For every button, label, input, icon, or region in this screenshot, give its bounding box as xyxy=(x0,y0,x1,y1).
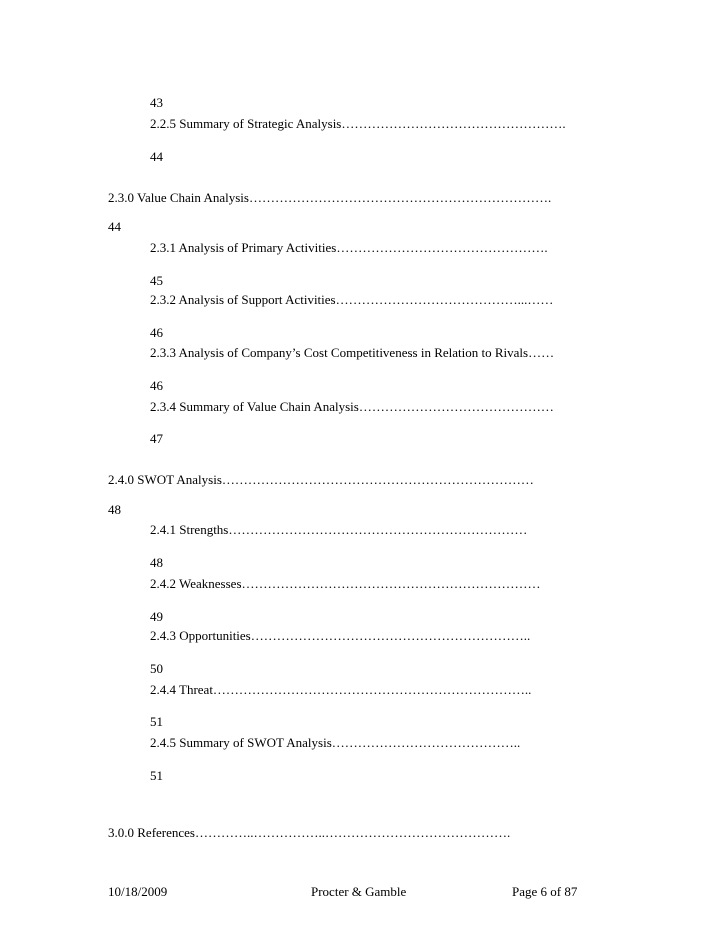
toc-line-12: 2.3.4 Summary of Value Chain Analysis……………………………………… xyxy=(150,399,554,414)
toc-line-8: 2.3.2 Analysis of Support Activities……………………………………...…… xyxy=(150,292,554,307)
toc-line-16: 2.4.1 Strengths…………………………………………………………… xyxy=(150,522,528,537)
toc-line-17: 48 xyxy=(150,555,163,570)
toc-line-13: 47 xyxy=(150,431,163,446)
footer-date: 10/18/2009 xyxy=(108,884,168,899)
toc-line-3: 44 xyxy=(150,149,163,164)
footer-title: Procter & Gamble xyxy=(311,884,407,899)
toc-line-25: 51 xyxy=(150,768,163,783)
toc-line-1: 43 xyxy=(150,95,163,110)
toc-line-11: 46 xyxy=(150,378,163,393)
toc-line-6: 2.3.1 Analysis of Primary Activities…………………………………………. xyxy=(150,240,548,255)
toc-line-24: 2.4.5 Summary of SWOT Analysis…………………………………….. xyxy=(150,735,521,750)
toc-line-14: 2.4.0 SWOT Analysis……………………………………………………………… xyxy=(108,472,534,487)
toc-line-4: 2.3.0 Value Chain Analysis……………………………………………………………. xyxy=(108,190,552,205)
toc-line-10: 2.3.3 Analysis of Company’s Cost Competitiveness in Relation to Rivals…… xyxy=(150,345,555,360)
toc-line-19: 49 xyxy=(150,609,163,624)
toc-line-18: 2.4.2 Weaknesses…………………………………………………………… xyxy=(150,576,541,591)
toc-line-2: 2.2.5 Summary of Strategic Analysis……………………………………………. xyxy=(150,116,566,131)
toc-line-7: 45 xyxy=(150,273,163,288)
toc-line-23: 51 xyxy=(150,714,163,729)
toc-line-15: 48 xyxy=(108,502,121,517)
toc-line-5: 44 xyxy=(108,219,121,234)
toc-line-20: 2.4.3 Opportunities……………………………………………………….. xyxy=(150,628,531,643)
toc-line-21: 50 xyxy=(150,661,163,676)
toc-line-9: 46 xyxy=(150,325,163,340)
toc-line-26: 3.0.0 References…………..……………..……………………………………. xyxy=(108,825,511,840)
toc-line-22: 2.4.4 Threat……………………………………………………………….. xyxy=(150,682,532,697)
footer-page: Page 6 of 87 xyxy=(512,884,578,899)
